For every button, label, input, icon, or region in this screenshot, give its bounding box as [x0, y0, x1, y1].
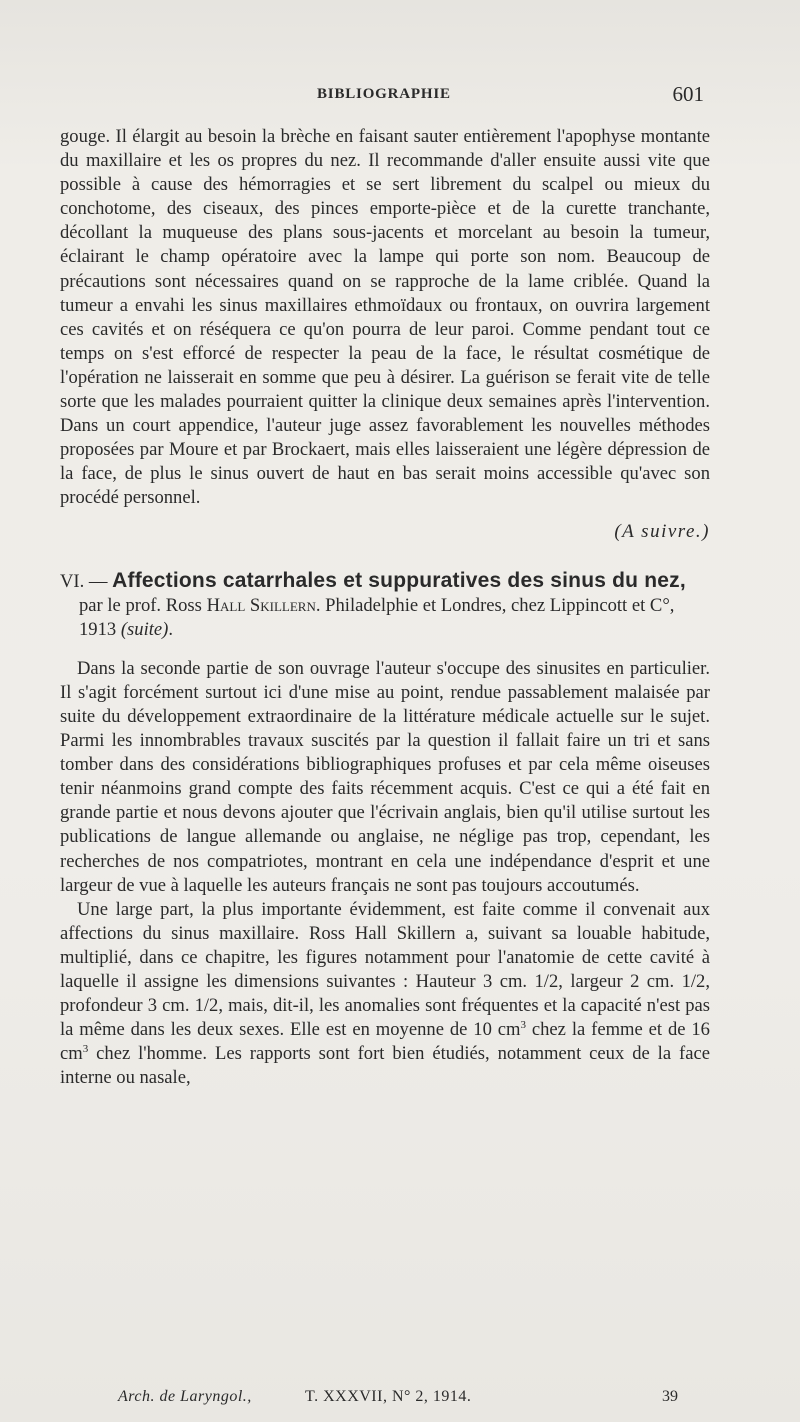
signature-footer	[118, 1388, 678, 1412]
review-paragraph-2-part3: chez l'homme. Les rapports sont fort bien étudiés, notamment ceux de la face interne ou nasale,	[60, 1043, 710, 1089]
review-paragraph-2	[60, 898, 710, 1091]
review-paragraph-2-part2: chez la femme et de 16 cm	[60, 1019, 710, 1065]
section-author-name: Hall Skillern	[206, 594, 316, 616]
section-citation: . Philadelphie et Londres, chez Lippincott et C°, 1913	[79, 594, 675, 640]
body-text	[60, 125, 710, 1090]
running-head	[60, 82, 704, 112]
section-numeral: VI. —	[60, 570, 113, 592]
section-period: .	[168, 618, 174, 640]
section-heading	[60, 569, 710, 642]
section-suite: (suite)	[120, 618, 169, 640]
review-paragraph-1: Dans la seconde partie de son ouvrage l'auteur s'occupe des sinusites en particulier. Il s'agit forcément surtout ici d'une mise au point, rendue passablement malaisée par suite du développement extraordinaire de la littérature médicale actuelle sur le sujet. Parmi les innombrables travaux suscités par la question il fallait faire un tri et sans tomber dans des considérations bibliographiques profuses et par cela même oiseuses tenir néanmoins grand compte des faits récemment acquis. C'est ce qui a été fait en grande partie et nous devons ajouter que l'écrivain anglais, bien qu'il utilise surtout les publications de langue allemande ou anglaise, ne néglige pas trop, cependant, les recherches de nos compatriotes, montrant en cela une indépendance d'esprit et une largeur de vue à laquelle les auteurs français ne sont pas toujours accoutumés.	[60, 657, 710, 896]
section-author-prefix: par le prof. Ross	[79, 594, 207, 616]
section-title: Affections catarrhales et suppuratives des sinus du nez,	[112, 568, 686, 592]
footer-issue: T. XXXVII, N° 2, 1914.	[305, 1388, 472, 1405]
footer-journal: Arch. de Laryngol.,	[118, 1388, 252, 1405]
review-paragraph-2-part1: Une large part, la plus importante évidemment, est faite comme il convenait aux affections du sinus maxillaire. Ross Hall Skillern a, suivant sa louable habitude, multiplié, dans ce chapitre, les figures notamment pour l'anatomie de cette cavité à laquelle il assigne les dimensions suivantes : Hauteur 3 cm. 1/2, largeur 2 cm. 1/2, profondeur 3 cm. 1/2, mais, dit-il, les anomalies sont fréquentes et la capacité n'est pas la même dans les deux sexes. Elle est en moyenne de 10 cm	[60, 898, 710, 1041]
cubic-superscript-1: 3	[520, 1019, 526, 1031]
to-be-continued: (A suivre.)	[614, 520, 710, 542]
cubic-superscript-2: 3	[82, 1043, 89, 1056]
footer-sheet-number: 39	[662, 1388, 678, 1405]
spacer	[60, 642, 710, 657]
continuation-paragraph: gouge. Il élargit au besoin la brèche en faisant sauter entièrement l'apophyse montante du maxillaire et les os propres du nez. Il recommande d'aller ensuite aussi vite que possible à cause des hémorragies et se sert librement du scalpel ou mieux du conchotome, des ciseaux, des pinces emporte-pièce et de la curette tranchante, décollant la muqueuse des plans sous-jacents et morcelant au besoin la tumeur, éclairant le champ opératoire avec la lampe qui porte son nom. Beaucoup de précautions sont nécessaires quand on se rapproche de la lame criblée. Quand la tumeur a envahi les sinus maxillaires ethmoïdaux ou frontaux, on ouvrira largement ces cavités et on réséquera ce qu'on pourra de leur paroi. Comme pendant tout ce temps on s'est efforcé de respecter la peau de la face, le résultat cosmétique de l'opération ne laisserait en somme que peu à désirer. La guérison se ferait vite de telle sorte que les malades pourraient quitter la clinique deux semaines après l'intervention. Dans un court appendice, l'auteur juge assez favorablement les nouvelles méthodes proposées par Moure et par Brockaert, mais elles laisseraient une légère dépression de la face, de plus le sinus ouvert de haut en bas serait moins accessible qu'avec son procédé personnel.	[60, 126, 710, 509]
running-title: BIBLIOGRAPHIE	[317, 86, 451, 102]
page-number: 601	[672, 82, 704, 106]
